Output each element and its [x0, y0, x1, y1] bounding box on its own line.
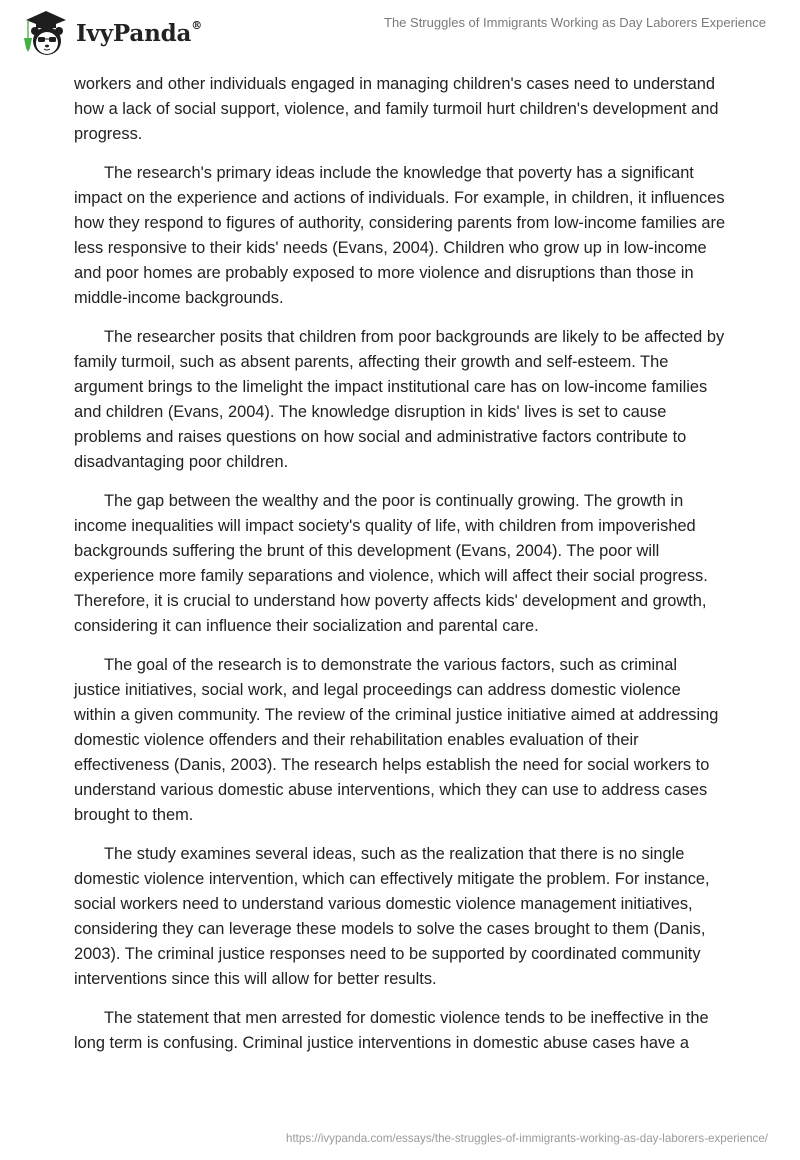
document-title: The Struggles of Immigrants Working as Day Laborers Experience [384, 15, 766, 30]
page-header [0, 0, 800, 60]
essay-body [74, 72, 726, 1070]
paragraph: The study examines several ideas, such as the realization that there is no single domestic violence intervention, which can effectively mitigate the problem. For instance, social workers need to understand various domestic violence management initiatives, considering they can leverage these models to solve the cases brought to them (Danis, 2003). The criminal justice responses need to be supported by coordinated community interventions since this will allow for better results. [74, 845, 710, 988]
paragraph: The goal of the research is to demonstrate the various factors, such as criminal justice initiatives, social work, and legal proceedings can address domestic violence within a given community. The review of the criminal justice initiative aimed at addressing domestic violence offenders and their rehabilitation enables evaluation of their effectiveness (Danis, 2003). The research helps establish the need for social workers to understand various domestic abuse interventions, which they can use to address cases brought to them. [74, 656, 719, 824]
paragraph: The gap between the wealthy and the poor is continually growing. The growth in income inequalities will impact society's quality of life, with children from impoverished backgrounds suffering the brunt of this development (Evans, 2004). The poor will experience more family separations and violence, which will affect their social progress. Therefore, it is crucial to understand how poverty affects kids' development and growth, considering it can influence their socialization and parental care. [74, 492, 708, 635]
paragraph: The researcher posits that children from poor backgrounds are likely to be affected by family turmoil, such as absent parents, affecting their growth and self-esteem. The argument brings to the limelight the impact institutional care has on low-income families and children (Evans, 2004). The knowledge disruption in kids' lives is set to cause problems and raises questions on how social and administrative factors contribute to disadvantaging poor children. [74, 328, 725, 471]
source-url-link[interactable]: https://ivypanda.com/essays/the-struggles-of-immigrants-working-as-day-laborers-experience/ [286, 1132, 768, 1145]
ivypanda-logo[interactable] [16, 8, 202, 58]
paragraph: The research's primary ideas include the knowledge that poverty has a significant impact on the experience and actions of individuals. For example, in children, it influences how they respond to figures of authority, considering parents from low-income families are less responsive to their kids' needs (Evans, 2004). Children who grow up in low-income and poor homes are probably exposed to more violence and disruptions than those in middle-income backgrounds. [74, 164, 726, 307]
panda-graduate-icon [16, 8, 74, 58]
paragraph: The statement that men arrested for domestic violence tends to be ineffective in the long term is confusing. Criminal justice interventions in domestic abuse cases have a [74, 1009, 709, 1052]
logo-wordmark: IvyPanda® [76, 18, 202, 47]
paragraph: workers and other individuals engaged in managing children's cases need to understand how a lack of social support, violence, and family turmoil hurt children's development and progress. [74, 75, 719, 143]
